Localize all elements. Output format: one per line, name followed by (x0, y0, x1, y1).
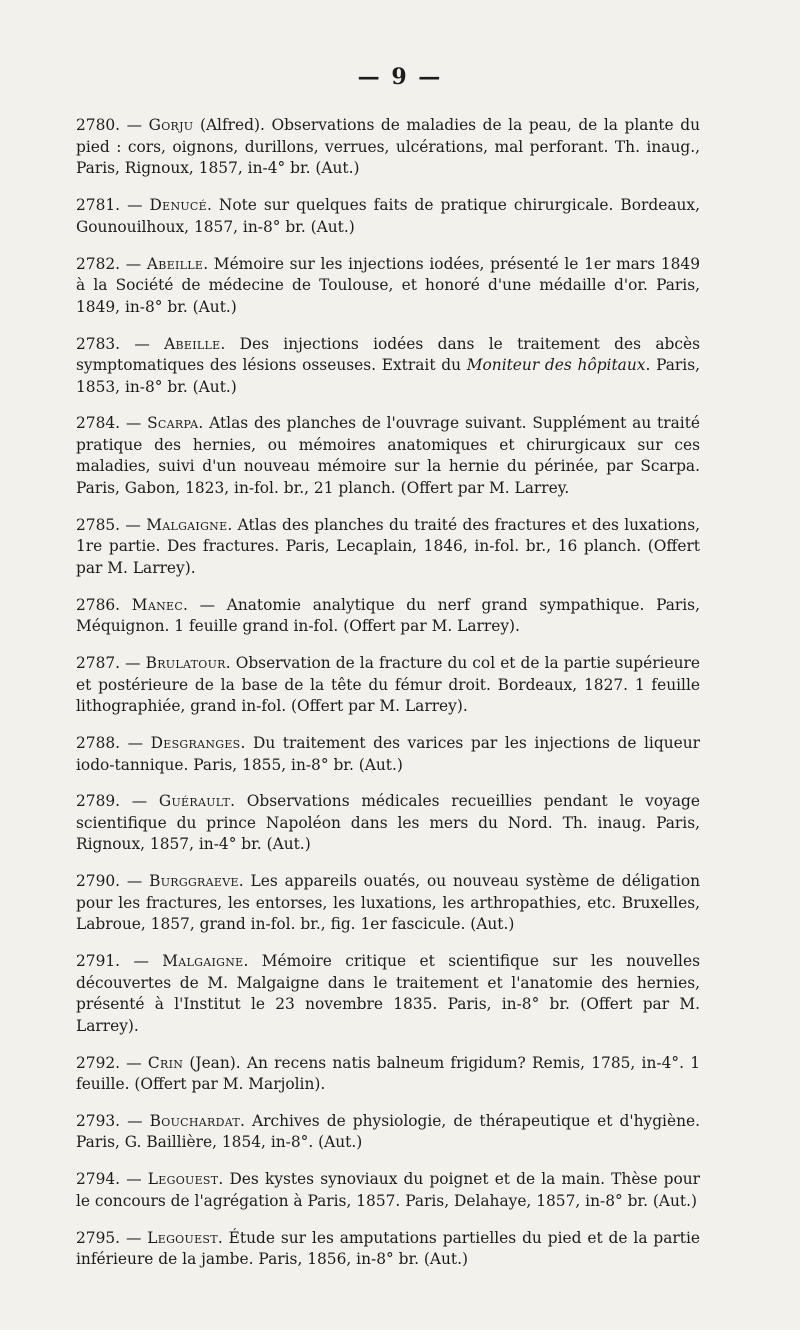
entry-text: (Jean). An recens natis balneum frigidum? Remis, 1785, in-4°. 1 feuille. (Offert par M. Marjolin). (76, 1053, 700, 1094)
entry-dash: — (120, 1170, 148, 1189)
entry-2787 (76, 653, 700, 718)
entry-2788 (76, 733, 700, 776)
entry-number: 2791. (76, 952, 121, 971)
entry-author: Denucé (149, 196, 207, 215)
entry-2791 (76, 951, 700, 1037)
entry-author: Abeille (146, 254, 204, 273)
entry-author: Gorju (148, 116, 194, 135)
entry-number: 2782. (76, 254, 121, 273)
entry-2784 (76, 413, 700, 499)
entry-dash: — (120, 792, 159, 811)
entry-number: 2781. (76, 196, 121, 215)
entry-author: Legouest (147, 1170, 219, 1189)
entry-2792 (76, 1053, 700, 1096)
entry-dash: — (120, 254, 147, 273)
entry-text: . Du traitement des varices par les injections de liqueur iodo-tannique. Paris, 1855, in-8° br. (Aut.) (76, 734, 700, 774)
entry-text-continued: . Paris, 1853, in-8° br. (Aut.) (76, 356, 700, 396)
entry-2793 (76, 1111, 700, 1154)
entry-text: . Atlas des planches du traité des fractures et des luxations, 1re partie. Des fractures. Paris, Lecaplain, 1846, in-fol. br., 16 planch. (Offert par M. Larrey). (76, 515, 700, 577)
entry-dash: — (120, 654, 146, 673)
entry-text: . Les appareils ouatés, ou nouveau système de déligation pour les fractures, les entorses, les luxations, les arthropathies, etc. Bruxelles, Labroue, 1857, grand in-fol. br., fig. 1er fascicule. (Aut.) (76, 872, 700, 934)
entry-author: Bouchardat (149, 1111, 240, 1130)
entry-number: 2786. (76, 595, 121, 614)
entry-2781 (76, 195, 700, 238)
entry-text: (Alfred). Observations de maladies de la peau, de la plante du pied : cors, oignons, durillons, verrues, ulcérations, mal perforant. Th. inaug., Paris, Rignoux, 1857, in-4° br. (Aut.) (76, 116, 700, 178)
entry-number: 2790. (76, 872, 121, 891)
entry-number: 2780. (76, 116, 121, 135)
entry-text: . Observation de la fracture du col et de la partie supérieure et postérieure de la base de la tête du fémur droit. Bordeaux, 1827. 1 feuille lithographiée, grand in-fol. (Offert par M. Larrey). (76, 654, 700, 716)
entry-number: 2789. (76, 792, 121, 811)
entry-author: Burggraeve (149, 872, 239, 891)
entry-number: 2783. (76, 334, 121, 353)
entry-dash: — (120, 1228, 148, 1247)
bibliography-list (76, 100, 700, 1282)
entry-dash: — (120, 196, 150, 215)
entry-2795 (76, 1228, 700, 1271)
entry-author: Guérault (158, 792, 231, 811)
entry-author: Malgaigne (162, 952, 244, 971)
entry-dash (120, 596, 132, 614)
entry-text: . — Anatomie analytique du nerf grand sympathique. Paris, Méquignon. 1 feuille grand in-fol. (Offert par M. Larrey). (76, 595, 700, 636)
entry-text: . Mémoire critique et scientifique sur les nouvelles découvertes de M. Malgaigne dans le traitement et l'anatomie des hernies, présenté à l'Institut le 23 novembre 1835. Paris, in-8° br. (Offert par M. Larrey). (76, 952, 700, 1035)
entry-author: Crin (147, 1053, 184, 1072)
entry-dash: — (120, 1053, 148, 1072)
entry-author: Malgaigne (146, 515, 228, 534)
entry-text: . Étude sur les amputations partielles du pied et de la partie inférieure de la jambe. Paris, 1856, in-8° br. (Aut.) (76, 1228, 700, 1269)
entry-number: 2785. (76, 515, 121, 534)
entry-number: 2795. (76, 1228, 121, 1247)
entry-dash: — (120, 952, 163, 971)
entry-2786 (76, 595, 700, 638)
entry-text: . Mémoire sur les injections iodées, présenté le 1er mars 1849 à la Société de médecine de Toulouse, et honoré d'une médaille d'or. Paris, 1849, in-8° br. (Aut.) (76, 254, 700, 316)
entry-dash: — (120, 1111, 150, 1130)
entry-2794 (76, 1169, 700, 1212)
entry-number: 2788. (76, 734, 121, 753)
entry-text: . Des injections iodées dans le traitement des abcès symptomatiques des lésions osseuses. Extrait du (76, 334, 700, 375)
entry-text: . Des kystes synoviaux du poignet et de la main. Thèse pour le concours de l'agrégation à Paris, 1857. Paris, Delahaye, 1857, in-8° br. (Aut.) (76, 1170, 700, 1210)
entry-dash: — (120, 116, 149, 135)
entry-2782 (76, 254, 700, 319)
page-number: — 9 — (357, 64, 443, 90)
entry-author: Legouest (147, 1228, 218, 1247)
entry-author: Manec (131, 595, 184, 614)
entry-number: 2793. (76, 1111, 121, 1130)
entry-2780 (76, 115, 700, 180)
entry-2789 (76, 791, 700, 856)
entry-dash: — (120, 334, 165, 353)
entry-2783 (76, 334, 700, 399)
entry-text: . Archives de physiologie, de thérapeutique et d'hygiène. Paris, G. Baillière, 1854, in-8°. (Aut.) (76, 1111, 700, 1152)
entry-text: . Note sur quelques faits de pratique chirurgicale. Bordeaux, Gounouilhoux, 1857, in-8° br. (Aut.) (76, 196, 700, 236)
entry-dash: — (120, 734, 151, 753)
entry-dash: — (120, 872, 150, 891)
entry-number: 2792. (76, 1053, 121, 1072)
entry-text: . Observations médicales recueillies pendant le voyage scientifique du prince Napoléon dans les mers du Nord. Th. inaug. Paris, Rignoux, 1857, in-4° br. (Aut.) (76, 792, 700, 854)
entry-number: 2784. (76, 414, 121, 433)
entry-number: 2794. (76, 1170, 121, 1189)
entry-author: Abeille (164, 334, 221, 353)
entry-author: Scarpa (147, 414, 199, 433)
entry-text: . Atlas des planches de l'ouvrage suivant. Supplément au traité pratique des hernies, ou mémoires anatomiques et chirurgicaux sur ces maladies, suivi d'un nouveau mémoire sur la hernie du périnée, par Scarpa. Paris, Gabon, 1823, in-fol. br., 21 planch. (Offert par M. Larrey. (76, 414, 700, 497)
entry-2785 (76, 515, 700, 580)
entry-dash: — (120, 515, 147, 534)
entry-journal-title: Moniteur des hôpitaux (466, 356, 646, 375)
entry-2790 (76, 871, 700, 936)
entry-dash: — (120, 414, 148, 433)
entry-number: 2787. (76, 654, 121, 673)
entry-author: Desgranges (150, 734, 241, 753)
entry-author: Brulatour (145, 654, 226, 673)
